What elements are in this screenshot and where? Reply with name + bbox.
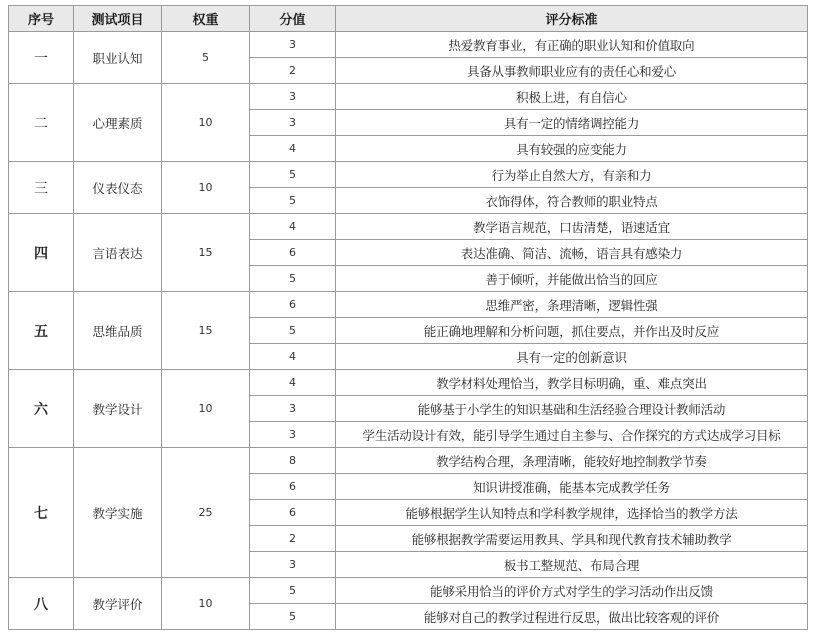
scoring-criterion: 表达准确、简洁、流畅，语言具有感染力: [336, 240, 808, 266]
score-value: 4: [250, 344, 336, 370]
test-item: 言语表达: [74, 214, 162, 292]
weight: 10: [162, 578, 250, 630]
scoring-table: [8, 5, 808, 630]
scoring-criterion: 知识讲授准确，能基本完成教学任务: [336, 474, 808, 500]
score-value: 3: [250, 84, 336, 110]
scoring-criterion: 板书工整规范、布局合理: [336, 552, 808, 578]
weight: 10: [162, 162, 250, 214]
score-value: 3: [250, 32, 336, 58]
header-row: [9, 6, 808, 32]
table-body: [9, 32, 808, 630]
test-item: 思维品质: [74, 292, 162, 370]
score-value: 3: [250, 422, 336, 448]
table-row: [9, 162, 808, 188]
scoring-criterion: 能够根据学生认知特点和学科教学规律，选择恰当的教学方法: [336, 500, 808, 526]
score-value: 5: [250, 318, 336, 344]
scoring-criterion: 教学语言规范，口齿清楚，语速适宜: [336, 214, 808, 240]
score-value: 4: [250, 136, 336, 162]
scoring-criterion: 能够根据教学需要运用教具、学具和现代教育技术辅助教学: [336, 526, 808, 552]
scoring-criterion: 善于倾听，并能做出恰当的回应: [336, 266, 808, 292]
test-item: 职业认知: [74, 32, 162, 84]
weight: 15: [162, 214, 250, 292]
scoring-criterion: 能够基于小学生的知识基础和生活经验合理设计教师活动: [336, 396, 808, 422]
table-row: [9, 370, 808, 396]
scoring-criterion: 行为举止自然大方，有亲和力: [336, 162, 808, 188]
score-value: 2: [250, 58, 336, 84]
weight: 10: [162, 84, 250, 162]
section-number: 八: [9, 578, 74, 630]
score-value: 8: [250, 448, 336, 474]
section-number: 六: [9, 370, 74, 448]
header-seq: 序号: [9, 6, 74, 32]
weight: 5: [162, 32, 250, 84]
scoring-criterion: 具备从事教师职业应有的责任心和爱心: [336, 58, 808, 84]
section-number: 五: [9, 292, 74, 370]
header-weight: 权重: [162, 6, 250, 32]
score-value: 4: [250, 370, 336, 396]
score-value: 5: [250, 162, 336, 188]
score-value: 5: [250, 578, 336, 604]
table-row: [9, 448, 808, 474]
test-item: 教学实施: [74, 448, 162, 578]
score-value: 6: [250, 292, 336, 318]
scoring-criterion: 教学结构合理，条理清晰，能较好地控制教学节奏: [336, 448, 808, 474]
scoring-criterion: 热爱教育事业，有正确的职业认知和价值取向: [336, 32, 808, 58]
scoring-criterion: 具有较强的应变能力: [336, 136, 808, 162]
scoring-criterion: 衣饰得体，符合教师的职业特点: [336, 188, 808, 214]
header-score: 分值: [250, 6, 336, 32]
score-value: 5: [250, 604, 336, 630]
test-item: 教学设计: [74, 370, 162, 448]
table-row: [9, 84, 808, 110]
score-value: 5: [250, 266, 336, 292]
weight: 25: [162, 448, 250, 578]
table-row: [9, 214, 808, 240]
section-number: 二: [9, 84, 74, 162]
table-row: [9, 578, 808, 604]
weight: 10: [162, 370, 250, 448]
score-value: 6: [250, 240, 336, 266]
scoring-criterion: 学生活动设计有效，能引导学生通过自主参与、合作探究的方式达成学习目标: [336, 422, 808, 448]
score-value: 6: [250, 500, 336, 526]
scoring-criterion: 具有一定的情绪调控能力: [336, 110, 808, 136]
score-value: 3: [250, 552, 336, 578]
score-value: 3: [250, 110, 336, 136]
section-number: 七: [9, 448, 74, 578]
score-value: 6: [250, 474, 336, 500]
header-item: 测试项目: [74, 6, 162, 32]
test-item: 心理素质: [74, 84, 162, 162]
score-value: 2: [250, 526, 336, 552]
table-row: [9, 292, 808, 318]
score-value: 5: [250, 188, 336, 214]
section-number: 四: [9, 214, 74, 292]
scoring-criterion: 能正确地理解和分析问题，抓住要点，并作出及时反应: [336, 318, 808, 344]
test-item: 仪表仪态: [74, 162, 162, 214]
scoring-criterion: 能够采用恰当的评价方式对学生的学习活动作出反馈: [336, 578, 808, 604]
test-item: 教学评价: [74, 578, 162, 630]
scoring-criterion: 思维严密，条理清晰，逻辑性强: [336, 292, 808, 318]
section-number: 三: [9, 162, 74, 214]
scoring-criterion: 能够对自己的教学过程进行反思，做出比较客观的评价: [336, 604, 808, 630]
table-row: [9, 32, 808, 58]
score-value: 4: [250, 214, 336, 240]
weight: 15: [162, 292, 250, 370]
header-criteria: 评分标准: [336, 6, 808, 32]
scoring-criterion: 积极上进，有自信心: [336, 84, 808, 110]
scoring-criterion: 教学材料处理恰当，教学目标明确，重、难点突出: [336, 370, 808, 396]
section-number: 一: [9, 32, 74, 84]
score-value: 3: [250, 396, 336, 422]
scoring-criterion: 具有一定的创新意识: [336, 344, 808, 370]
